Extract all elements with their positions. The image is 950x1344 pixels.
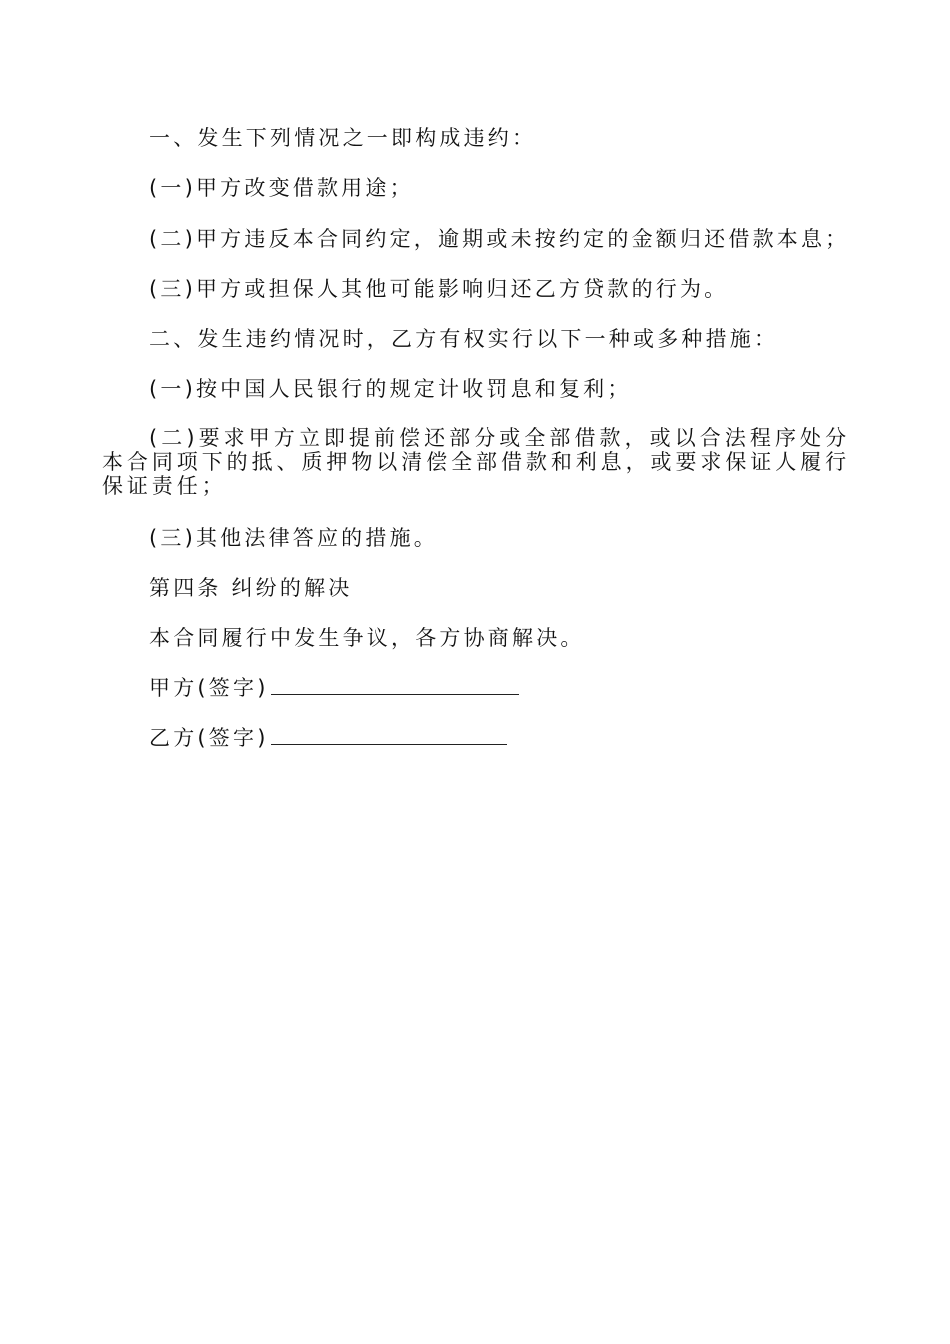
signature-party-b-label: 乙方(签字) — [149, 726, 269, 750]
signature-party-a-line — [271, 676, 519, 695]
clause-breach-conditions: 一、发生下列情况之一即构成违约： — [149, 126, 537, 150]
signature-party-a — [102, 676, 850, 700]
clause-item-early-repayment: (二)要求甲方立即提前偿还部分或全部借款，或以合法程序处分本合同项下的抵、质押物以清偿全部借款和利息，或要求保证人履行保证责任； — [102, 426, 850, 498]
clause-item-guarantor-behavior: (三)甲方或担保人其他可能影响归还乙方贷款的行为。 — [149, 277, 729, 301]
clause-item-overdue-repayment: (二)甲方违反本合同约定，逾期或未按约定的金额归还借款本息； — [149, 227, 850, 251]
document-page — [102, 0, 850, 1344]
article-four-heading: 第四条 纠纷的解决 — [149, 576, 353, 600]
clause-item-other-measures: (三)其他法律答应的措施。 — [149, 526, 438, 550]
clause-item-penalty-interest: (一)按中国人民银行的规定计收罚息和复利； — [149, 377, 632, 401]
signature-party-a-label: 甲方(签字) — [149, 676, 269, 700]
clause-item-change-purpose: (一)甲方改变借款用途； — [149, 176, 414, 200]
signature-party-b-line — [271, 726, 507, 745]
signature-party-b — [102, 726, 850, 750]
dispute-resolution-text: 本合同履行中发生争议，各方协商解决。 — [149, 626, 585, 650]
clause-breach-measures: 二、发生违约情况时，乙方有权实行以下一种或多种措施： — [149, 327, 779, 351]
